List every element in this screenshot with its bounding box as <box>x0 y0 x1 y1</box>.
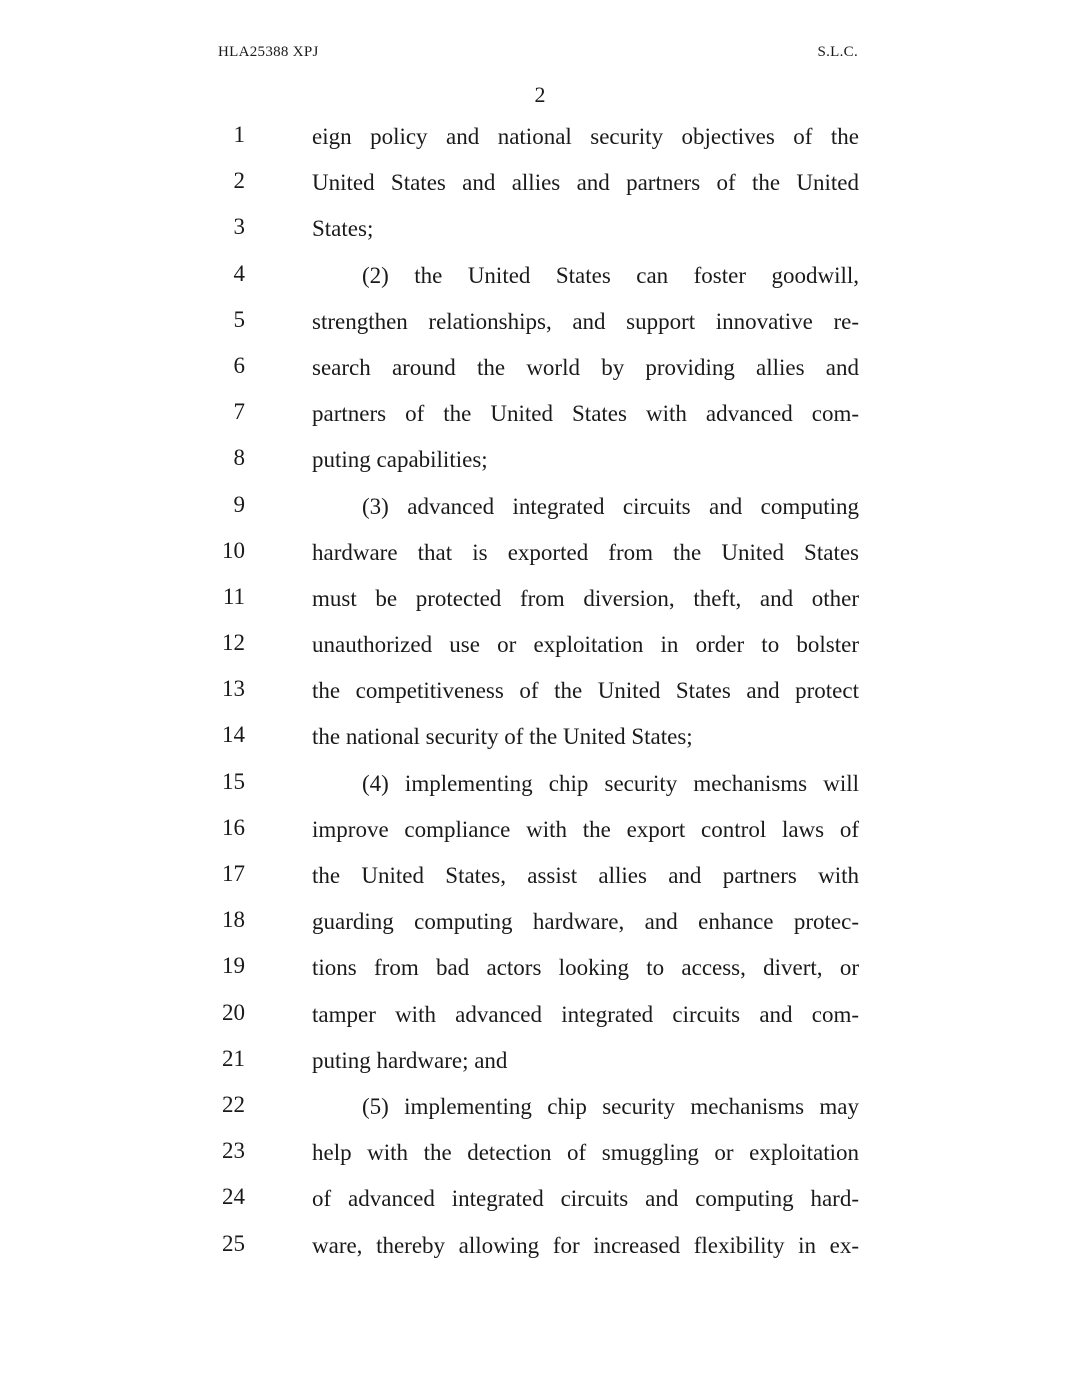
text-line <box>0 1178 1080 1224</box>
line-text: must be protected from diversion, theft, and other <box>312 585 859 611</box>
text-line <box>0 162 1080 208</box>
text-line <box>0 301 1080 347</box>
line-text: tions from bad actors looking to access, divert, or <box>312 955 859 981</box>
text-line <box>0 347 1080 393</box>
line-number: 17 <box>222 861 245 886</box>
line-text: help with the detection of smuggling or exploitation <box>312 1140 859 1166</box>
text-line <box>0 116 1080 162</box>
line-text: partners of the United States with advanced com- <box>312 401 859 427</box>
line-number: 10 <box>222 537 245 563</box>
line-text: tamper with advanced integrated circuits and com- <box>312 1001 859 1027</box>
line-text: (2) the United States can foster goodwill, <box>362 262 859 288</box>
line-text: of advanced integrated circuits and computing hard- <box>312 1186 859 1212</box>
text-line <box>0 255 1080 301</box>
line-text: (5) implementing chip security mechanisms may <box>362 1093 859 1119</box>
line-number: 8 <box>233 445 245 471</box>
line-text: search around the world by providing allies and <box>312 354 859 380</box>
text-line <box>0 532 1080 578</box>
document-id: HLA25388 XPJ <box>218 44 319 60</box>
line-number: 2 <box>233 168 245 194</box>
line-number: 21 <box>222 1045 245 1071</box>
text-line <box>0 486 1080 532</box>
line-number: 11 <box>222 583 245 609</box>
line-number: 23 <box>222 1138 245 1164</box>
text-line <box>0 1086 1080 1132</box>
line-text: States; <box>312 216 374 242</box>
line-number: 7 <box>233 399 245 425</box>
line-number: 22 <box>222 1091 245 1117</box>
line-number: 5 <box>233 306 245 332</box>
line-text: hardware that is exported from the United States <box>312 539 859 565</box>
line-text: (4) implementing chip security mechanisms will <box>362 770 859 796</box>
line-text: puting capabilities; <box>312 447 488 473</box>
line-number: 16 <box>222 814 245 840</box>
bill-text-body <box>0 116 1080 1271</box>
line-number: 9 <box>233 491 245 517</box>
text-line <box>0 947 1080 993</box>
line-number: 3 <box>233 214 245 240</box>
text-line <box>0 763 1080 809</box>
line-text: puting hardware; and <box>312 1047 508 1073</box>
text-line <box>0 901 1080 947</box>
line-number: 25 <box>222 1230 245 1256</box>
text-line <box>0 393 1080 439</box>
line-number: 4 <box>233 260 245 286</box>
text-line <box>0 1040 1080 1086</box>
text-line <box>0 809 1080 855</box>
line-text: guarding computing hardware, and enhance protec- <box>312 909 859 935</box>
line-number: 13 <box>222 676 245 702</box>
text-line <box>0 716 1080 762</box>
text-line <box>0 439 1080 485</box>
line-text: eign policy and national security objectives of the <box>312 124 859 149</box>
line-number: 1 <box>233 122 245 147</box>
line-number: 14 <box>222 722 245 748</box>
line-number: 6 <box>233 352 245 378</box>
text-line <box>0 1132 1080 1178</box>
line-text: the national security of the United States; <box>312 724 693 750</box>
line-number: 12 <box>222 630 245 656</box>
line-text: ware, thereby allowing for increased flexibility in ex- <box>312 1232 859 1258</box>
line-text: strengthen relationships, and support innovative re- <box>312 308 859 334</box>
line-text: unauthorized use or exploitation in order to bolster <box>312 632 859 658</box>
line-text: United States and allies and partners of the United <box>312 170 859 196</box>
line-text: the United States, assist allies and partners with <box>312 863 859 888</box>
text-line <box>0 208 1080 254</box>
page-number: 2 <box>534 82 546 107</box>
line-number: 19 <box>222 953 245 979</box>
text-line <box>0 578 1080 624</box>
text-line <box>0 670 1080 716</box>
text-line <box>0 1225 1080 1271</box>
office-code: S.L.C. <box>817 44 858 60</box>
line-text: (3) advanced integrated circuits and computing <box>362 493 859 519</box>
text-line <box>0 994 1080 1040</box>
text-line <box>0 624 1080 670</box>
line-text: the competitiveness of the United States and protect <box>312 678 859 704</box>
text-line <box>0 855 1080 901</box>
line-number: 15 <box>222 768 245 794</box>
line-number: 18 <box>222 907 245 933</box>
line-number: 24 <box>222 1184 245 1210</box>
line-text: improve compliance with the export control laws of <box>312 816 859 842</box>
line-number: 20 <box>222 999 245 1025</box>
